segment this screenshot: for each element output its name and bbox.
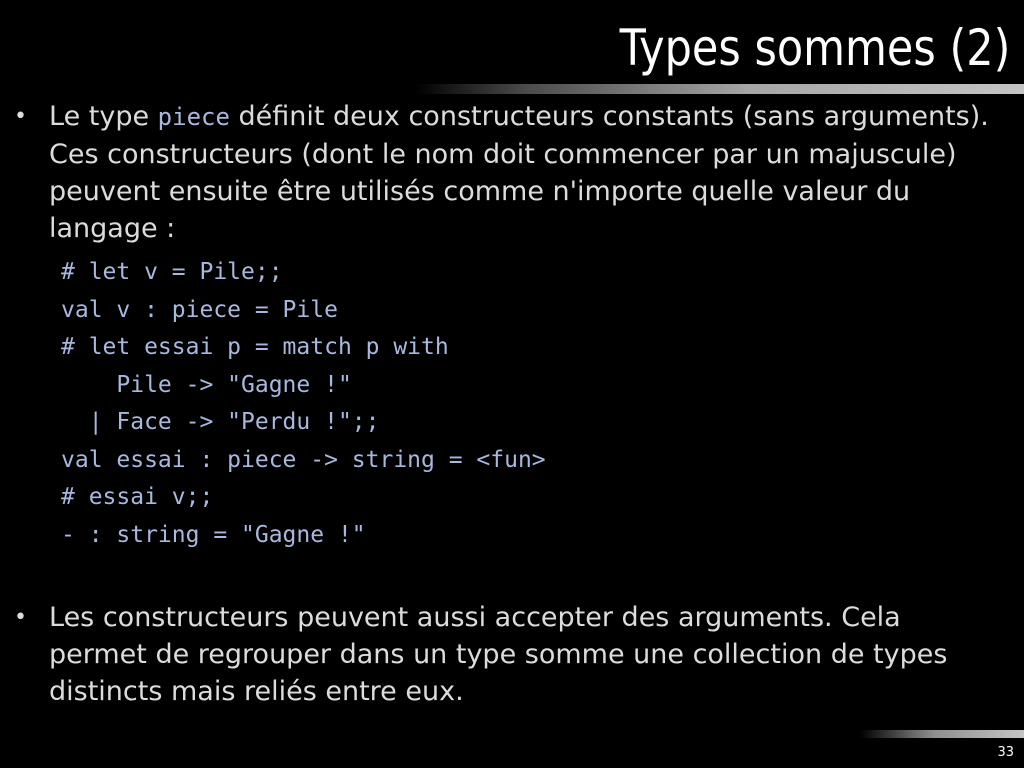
code-line: Pile -> "Gagne !" xyxy=(61,371,352,398)
bullet-text-lead: Le type xyxy=(49,101,158,132)
code-line: # essai v;; xyxy=(61,484,214,510)
code-line: - : string = "Gagne !" xyxy=(61,521,366,548)
code-line: val essai : piece -> string = <fun> xyxy=(61,446,546,473)
inline-code-piece: piece xyxy=(157,103,230,131)
bullet-text-rest: définit deux constructeurs constants (sans arguments). Ces constructeurs (dont le nom doit commencer par un majuscule) peuvent ensuite être utilisés comme n'importe quelle valeur du langage : xyxy=(49,101,989,244)
code-block xyxy=(61,254,1000,554)
bullet-text xyxy=(49,101,989,244)
code-line: # let essai p = match p with xyxy=(61,334,449,360)
footer-rule xyxy=(860,730,1024,738)
bullet-list xyxy=(0,98,1000,710)
bullet-item xyxy=(0,98,1000,554)
bullet-marker: • xyxy=(14,605,27,630)
code-line: val v : piece = Pile xyxy=(61,296,338,323)
bullet-text: Les constructeurs peuvent aussi accepter des arguments. Cela permet de regrouper dans un type somme une collection de types distincts mais reliés entre eux. xyxy=(49,602,948,707)
bullet-marker: • xyxy=(14,104,27,129)
code-line: | Face -> "Perdu !";; xyxy=(61,409,380,435)
title-underline-rule xyxy=(415,84,1024,94)
slide-title: Types sommes (2) xyxy=(619,19,1010,77)
code-line: # let v = Pile;; xyxy=(61,259,283,285)
bullet-item xyxy=(0,599,1000,710)
page-number: 33 xyxy=(997,745,1014,760)
